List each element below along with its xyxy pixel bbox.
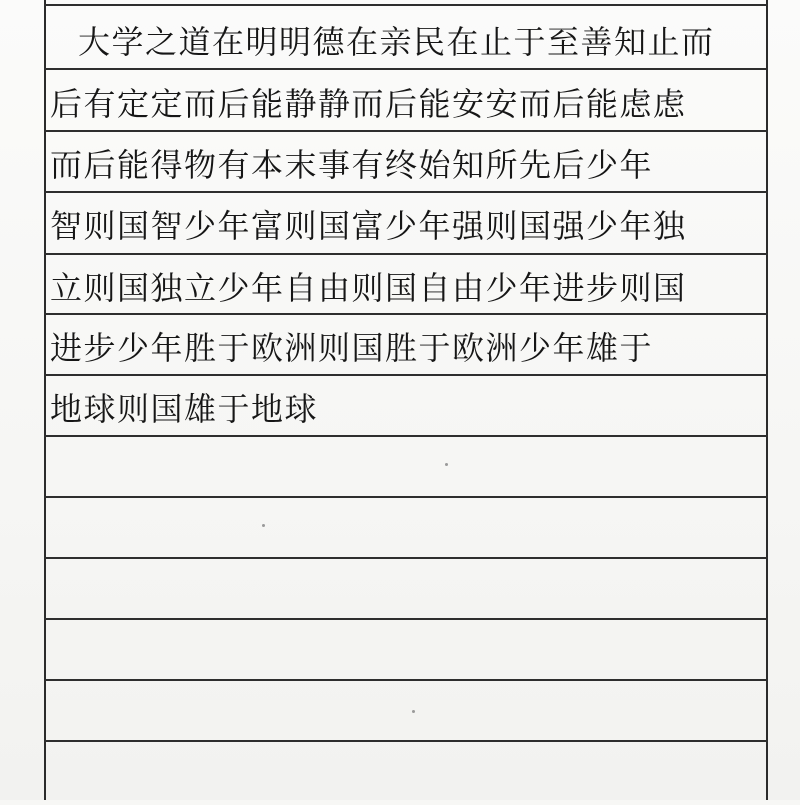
paper-speck xyxy=(445,463,448,466)
handwriting-line-7: 地球则国雄于地球 xyxy=(50,390,319,428)
handwriting-line-5: 立则国独立少年自由则国自由少年进步则国 xyxy=(50,269,687,307)
handwriting-line-2: 后有定定而后能静静而后能安安而后能虑虑 xyxy=(50,85,687,123)
paper-speck xyxy=(412,710,415,713)
handwriting-line-11 xyxy=(50,623,766,683)
paper-speck xyxy=(262,524,265,527)
handwriting-line-4: 智则国智少年富则国富少年强则国强少年独 xyxy=(50,207,687,245)
handwriting-line-13 xyxy=(50,745,766,805)
ruled-line xyxy=(44,4,768,6)
handwriting-line-3: 而后能得物有本末事有终始知所先后少年 xyxy=(50,146,654,184)
handwriting-line-10 xyxy=(50,562,766,622)
handwriting-line-8 xyxy=(50,440,766,500)
handwriting-line-1: 大学之道在明明德在亲民在止于至善知止而 xyxy=(78,23,715,61)
handwriting-line-12 xyxy=(50,684,766,744)
handwriting-line-9 xyxy=(50,501,766,561)
handwriting-line-6: 进步少年胜于欧洲则国胜于欧洲少年雄于 xyxy=(50,329,654,367)
